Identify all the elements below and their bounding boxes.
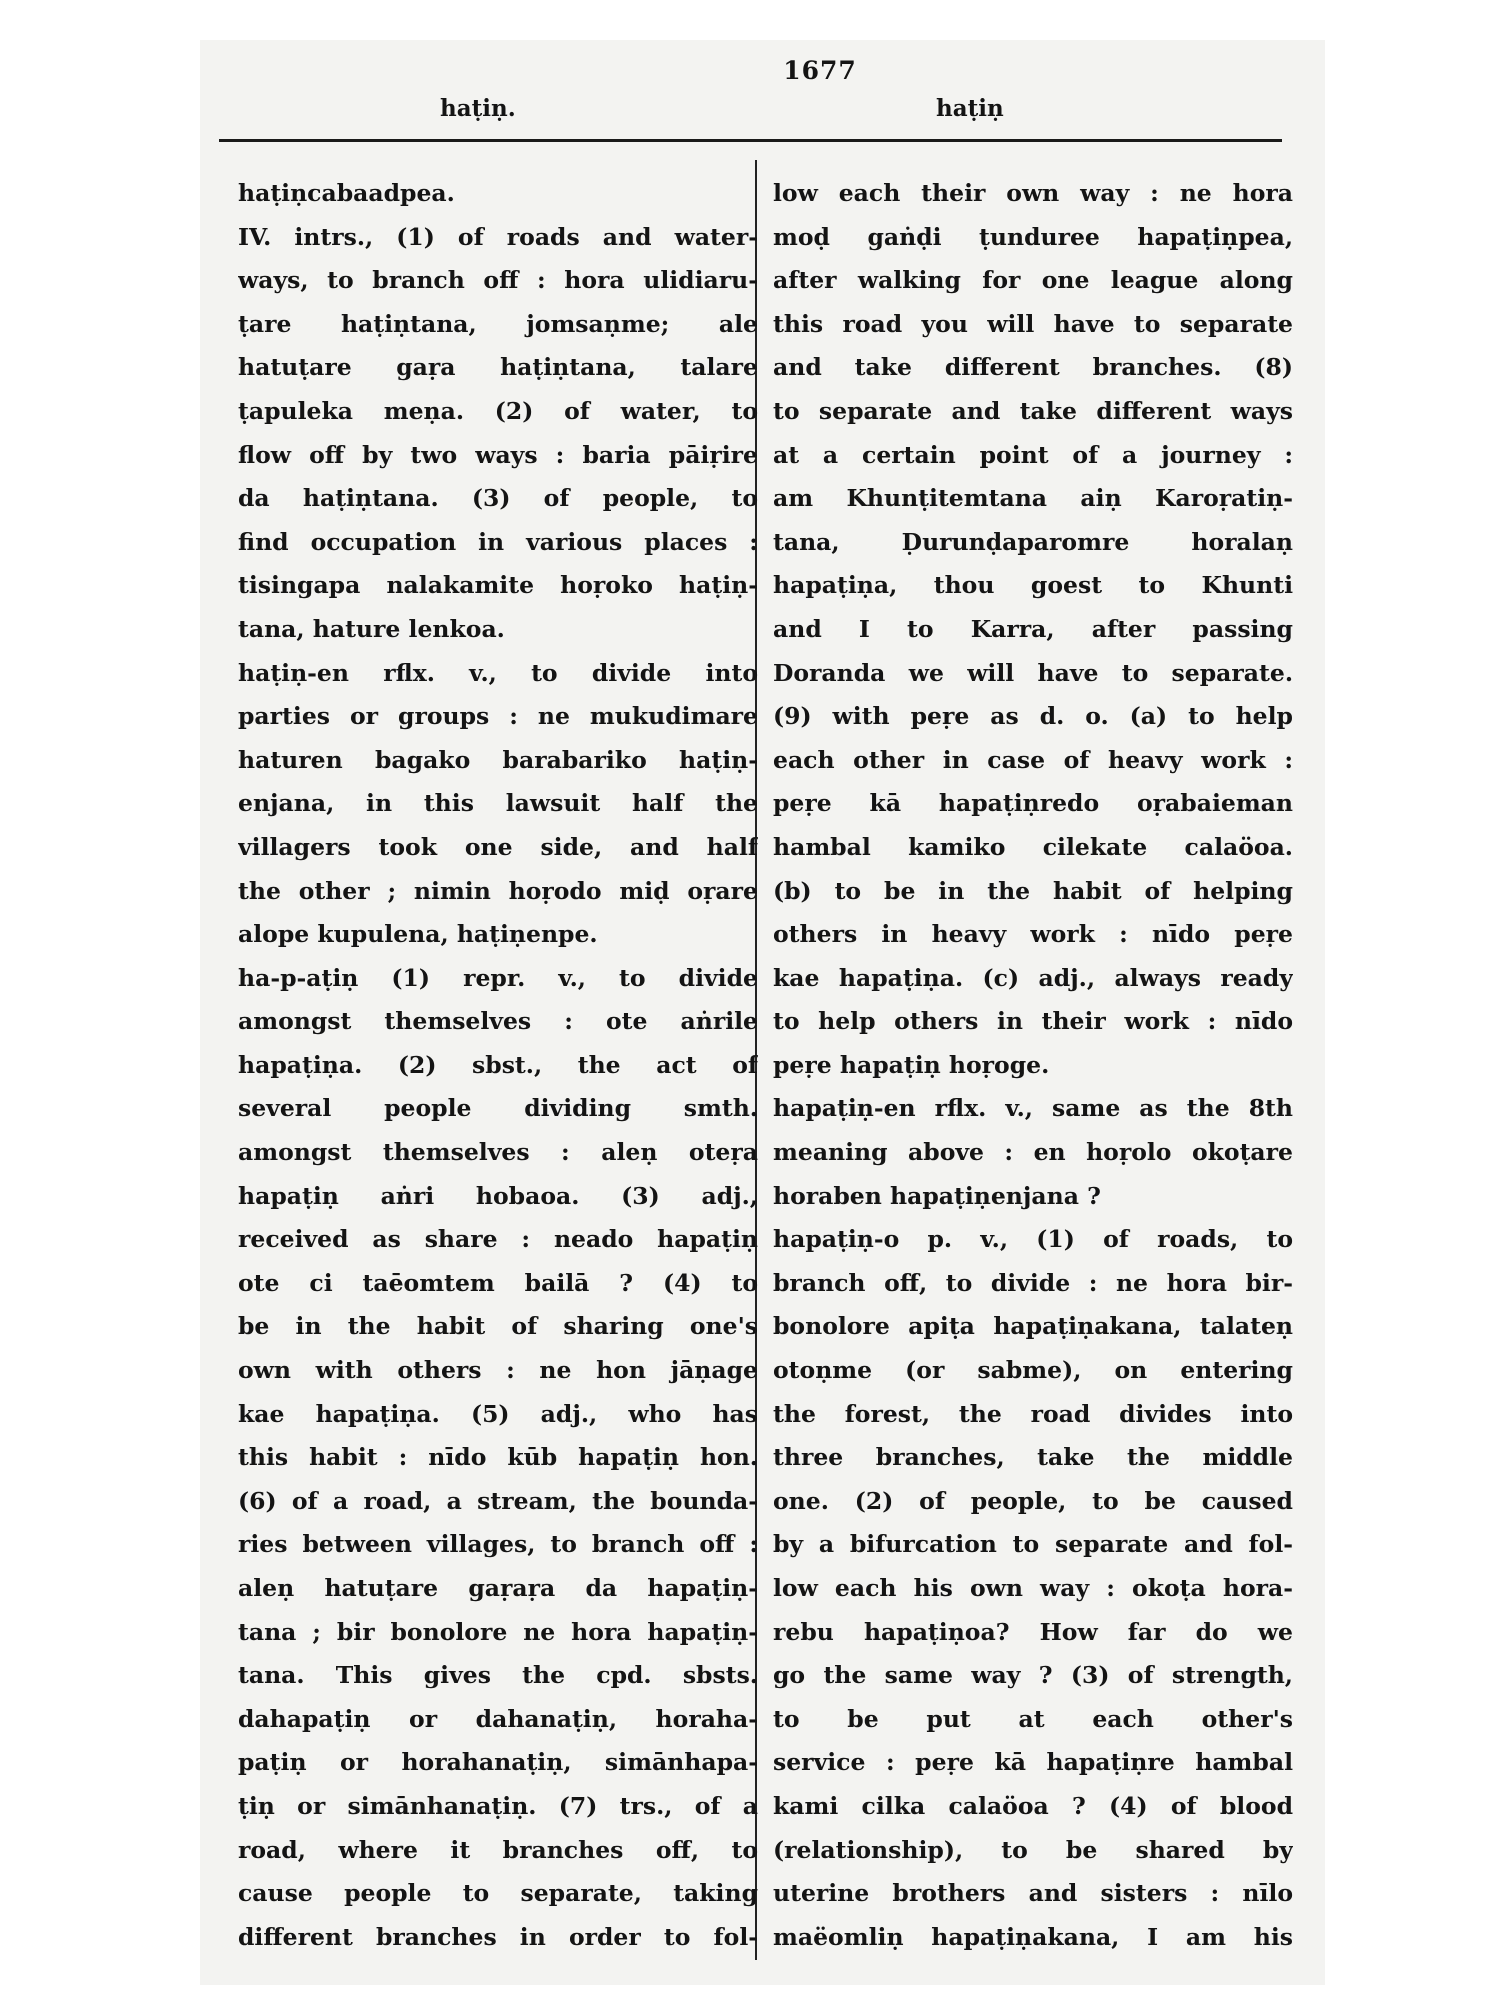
text-line: tana, Ḍurunḍaparomre horalaṇ <box>773 527 1293 556</box>
text-line: tana, hature lenkoa. <box>238 614 505 643</box>
text-line: amongst themselves : aleṇ oteṛa <box>238 1138 758 1167</box>
running-header-left: haṭiṇ. <box>440 95 516 122</box>
text-line: tana. This gives the cpd. sbsts. <box>238 1661 758 1690</box>
text-line: IV. intrs., (1) of roads and water- <box>238 222 758 251</box>
text-line: be in the habit of sharing one's <box>238 1312 758 1341</box>
text-line: rebu hapaṭiṇoa? How far do we <box>773 1617 1293 1646</box>
text-line: hapaṭiṇ-en rflx. v., same as the 8th <box>773 1094 1293 1123</box>
text-line: hambal kamiko cilekate calaöoa. <box>773 832 1293 861</box>
text-line: at a certain point of a journey : <box>773 440 1293 469</box>
text-line: meaning above : en hoṛolo okoṭare <box>773 1138 1293 1167</box>
text-line: ries between villages, to branch off : <box>238 1530 758 1559</box>
text-line: branch off, to divide : ne hora bir- <box>773 1268 1293 1297</box>
text-line: this road you will have to separate <box>773 309 1293 338</box>
text-line: service : peṛe kā hapaṭiṇre hambal <box>773 1748 1293 1777</box>
text-line: horaben hapaṭiṇenjana ? <box>773 1181 1101 1210</box>
text-line: kae hapaṭiṇa. (c) adj., always ready <box>773 963 1293 992</box>
text-line: others in heavy work : nīdo peṛe <box>773 920 1293 949</box>
text-line: each other in case of heavy work : <box>773 745 1293 774</box>
text-line: received as share : neado hapaṭiṇ <box>238 1225 758 1254</box>
text-line: and I to Karra, after passing <box>773 614 1293 643</box>
text-line: hapaṭiṇa, thou goest to Khunti <box>773 571 1293 600</box>
text-line: ways, to branch off : hora ulidiaru- <box>238 266 758 295</box>
text-line: maëomliṇ hapaṭiṇakana, I am his <box>773 1922 1293 1951</box>
text-line: road, where it branches off, to <box>238 1835 758 1864</box>
text-line: peṛe hapaṭiṇ hoṛoge. <box>773 1050 1050 1079</box>
text-line: uterine brothers and sisters : nīlo <box>773 1879 1293 1908</box>
text-line: Doranda we will have to separate. <box>773 658 1293 687</box>
text-line: different branches in order to fol- <box>238 1922 758 1951</box>
running-header-right: haṭiṇ <box>936 95 1004 122</box>
text-line: cause people to separate, taking <box>238 1879 758 1908</box>
text-line: otoṇme (or sabme), on entering <box>773 1356 1293 1385</box>
text-line: amongst themselves : ote aṅrile <box>238 1007 758 1036</box>
text-line: and take different branches. (8) <box>773 353 1293 382</box>
text-line: am Khunṭitemtana aiṇ Karoṛatiṇ- <box>773 484 1293 513</box>
text-line: find occupation in various places : <box>238 527 758 556</box>
text-line: peṛe kā hapaṭiṇredo oṛabaieman <box>773 789 1293 818</box>
text-line: paṭiṇ or horahanaṭiṇ, simānhapa- <box>238 1748 758 1777</box>
text-line: kami cilka calaöoa ? (4) of blood <box>773 1791 1293 1820</box>
text-line: aleṇ hatuṭare gaṛaṛa da hapaṭiṇ- <box>238 1574 758 1602</box>
text-line: ṭapuleka meṇa. (2) of water, to <box>238 396 758 425</box>
text-line: ṭiṇ or simānhanaṭiṇ. (7) trs., of a <box>238 1791 758 1820</box>
text-line: by a bifurcation to separate and fol- <box>773 1530 1293 1559</box>
right-column <box>773 172 1293 1959</box>
text-line: hatuṭare gaṛa haṭiṇtana, talare <box>238 353 758 382</box>
text-line: ṭare haṭiṇtana, jomsaṇme; ale <box>238 309 758 338</box>
text-line: enjana, in this lawsuit half the <box>238 789 758 818</box>
text-line: dahapaṭiṇ or dahanaṭiṇ, horaha- <box>238 1704 758 1733</box>
text-line: low each their own way : ne hora <box>773 179 1293 207</box>
text-line: haṭiṇcabaadpea. <box>238 179 455 207</box>
text-line: hapaṭiṇ aṅri hobaoa. (3) adj., <box>238 1181 758 1210</box>
left-column <box>238 172 758 1959</box>
text-line: several people dividing smth. <box>238 1094 758 1123</box>
text-line: this habit : nīdo kūb hapaṭiṇ hon. <box>238 1443 758 1472</box>
text-line: ha-p-aṭiṇ (1) repr. v., to divide <box>238 963 758 992</box>
text-line: (6) of a road, a stream, the bounda- <box>238 1486 758 1515</box>
text-line: to help others in their work : nīdo <box>773 1007 1293 1036</box>
text-line: alope kupulena, haṭiṇenpe. <box>238 920 598 949</box>
text-line: tisingapa nalakamite hoṛoko haṭiṇ- <box>238 571 758 600</box>
text-line: the other ; nimin hoṛodo miḍ oṛare <box>238 876 758 905</box>
text-line: hapaṭiṇa. (2) sbst., the act of <box>238 1050 758 1079</box>
text-line: the forest, the road divides into <box>773 1399 1293 1428</box>
text-line: one. (2) of people, to be caused <box>773 1486 1293 1515</box>
text-line: (9) with peṛe as d. o. (a) to help <box>773 702 1293 731</box>
text-line: parties or groups : ne mukudimare <box>238 702 758 731</box>
text-line: three branches, take the middle <box>773 1443 1293 1472</box>
text-line: low each his own way : okoṭa hora- <box>773 1574 1293 1602</box>
text-line: tana ; bir bonolore ne hora hapaṭiṇ- <box>238 1617 758 1646</box>
header-rule <box>219 139 1282 142</box>
text-line: hapaṭiṇ-o p. v., (1) of roads, to <box>773 1225 1293 1254</box>
text-line: villagers took one side, and half <box>238 832 758 861</box>
text-line: own with others : ne hon jāṇage <box>238 1356 758 1385</box>
text-line: after walking for one league along <box>773 266 1293 295</box>
dictionary-page <box>200 40 1325 1985</box>
text-line: go the same way ? (3) of strength, <box>773 1661 1293 1690</box>
text-line: da haṭiṇtana. (3) of people, to <box>238 484 758 513</box>
text-line: bonolore apiṭa hapaṭiṇakana, talateṇ <box>773 1312 1293 1341</box>
text-line: haturen bagako barabariko haṭiṇ- <box>238 745 758 774</box>
text-line: (b) to be in the habit of helping <box>773 876 1293 905</box>
text-line: flow off by two ways : baria pāiṛire <box>238 440 758 469</box>
text-line: to separate and take different ways <box>773 396 1293 425</box>
text-line: haṭiṇ-en rflx. v., to divide into <box>238 658 758 687</box>
text-line: moḍ gaṅḍi ṭunduree hapaṭiṇpea, <box>773 222 1293 251</box>
text-line: to be put at each other's <box>773 1704 1293 1733</box>
page-number: 1677 <box>783 56 857 85</box>
text-line: ote ci taēomtem bailā ? (4) to <box>238 1268 758 1297</box>
text-line: (relationship), to be shared by <box>773 1835 1293 1864</box>
text-line: kae hapaṭiṇa. (5) adj., who has <box>238 1399 758 1428</box>
